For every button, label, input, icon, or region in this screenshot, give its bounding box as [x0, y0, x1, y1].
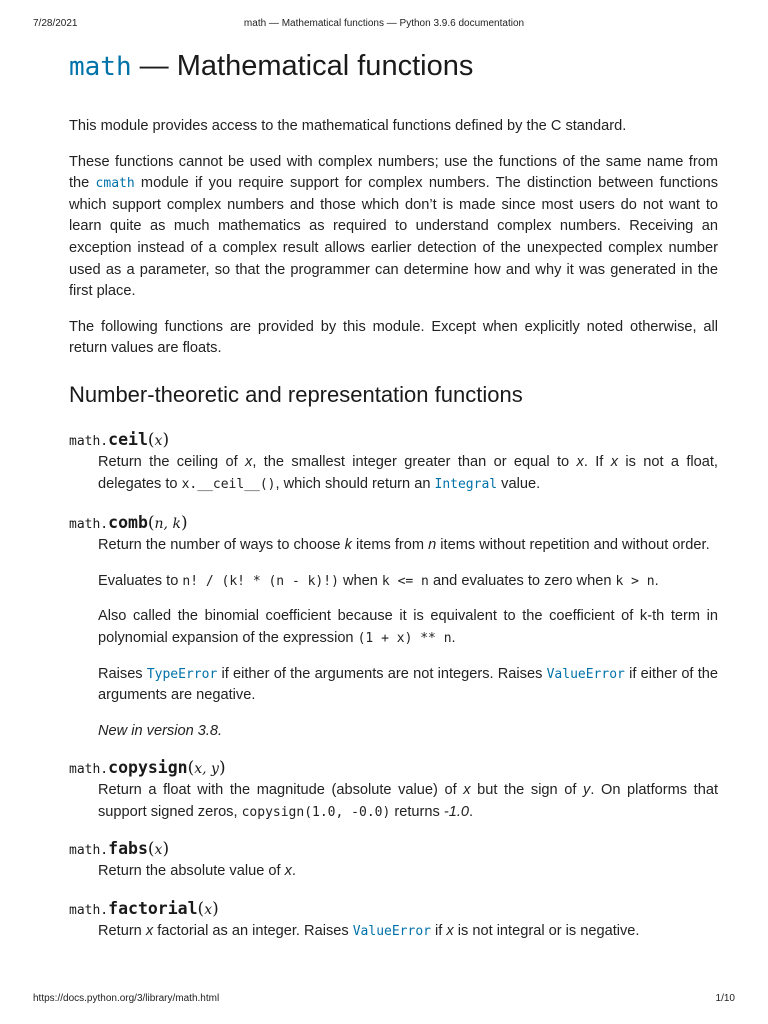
comb-paragraph-2: Evaluates to n! / (k! * (n - k)!) when k <= n and evaluates to zero when k > n. [98, 572, 659, 589]
page-title-text: — Mathematical functions [131, 50, 474, 82]
comb-paragraph-3: Also called the binomial coefficient because it is equivalent to the coefficient of k-th term in polynomial expansion of the expression (1 + x) ** n. [98, 608, 718, 646]
fabs-text: Return the absolute value of x. [98, 863, 296, 880]
print-footer [0, 993, 768, 1007]
copysign-text: Return a float with the magnitude (absolute value) of x but the sign of y. On platforms that support signed zeros, copysign(1.0, -0.0) returns -1.0. [98, 782, 719, 820]
valueerror-link[interactable]: ValueError [546, 666, 625, 682]
print-header [0, 18, 768, 32]
intro-paragraph-3: The following functions are provided by this module. Except when explicitly noted otherwise, all return values are floats. [69, 318, 718, 357]
print-url: https://docs.python.org/3/library/math.html [33, 993, 220, 1004]
fabs-description [98, 861, 718, 883]
copysign-signature: math.copysign(x, y) [69, 758, 226, 779]
factorial-description [98, 921, 718, 943]
comb-description [98, 535, 718, 742]
page-title [69, 44, 718, 88]
fabs-signature: math.fabs(x) [69, 839, 170, 860]
print-page-number: 1/10 [715, 993, 735, 1004]
section-heading: Number-theoretic and representation functions [69, 381, 523, 407]
module-name-link[interactable]: math [69, 52, 132, 82]
print-page-title: math — Mathematical functions — Python 3.9.6 documentation [243, 18, 525, 29]
comb-paragraph-1: Return the number of ways to choose k items from n items without repetition and without order. [98, 537, 710, 554]
factorial-valueerror-link[interactable]: ValueError [352, 924, 431, 940]
document-content [69, 44, 718, 943]
intro-paragraph-1: This module provides access to the mathematical functions defined by the C standard. [69, 118, 627, 134]
factorial-text: Return x factorial as an integer. Raises ValueError if x is not integral or is negative. [98, 923, 640, 940]
print-date: 7/28/2021 [33, 18, 78, 29]
cmath-link[interactable]: cmath [95, 176, 135, 192]
ceil-description [98, 452, 718, 495]
comb-paragraph-4: Raises TypeError if either of the arguments are not integers. Raises ValueError if either of the arguments are negative. [98, 665, 718, 704]
integral-link[interactable]: Integral [434, 476, 498, 492]
intro-paragraph-2: These functions cannot be used with complex numbers; use the functions of the same name from the cmath module if you require support for complex numbers. The distinction between functions which support complex numbers and those which don’t is made since most users do not want to learn quite as much mathematics as required to understand complex numbers. Receiving an exception instead of a complex result allows earlier detection of the unexpected complex number used as a parameter, so that the programmer can determine how and why it was generated in the first place. [69, 153, 719, 300]
typeerror-link[interactable]: TypeError [146, 666, 218, 682]
comb-signature: math.comb(n, k) [69, 513, 188, 534]
copysign-description [98, 780, 718, 823]
comb-version-note: New in version 3.8. [98, 722, 223, 739]
factorial-signature: math.factorial(x) [69, 899, 219, 920]
ceil-signature: math.ceil(x) [69, 429, 170, 450]
ceil-text: Return the ceiling of x, the smallest integer greater than or equal to x. If x is not a float, delegates to x.__ceil__(), which should return an Integral value. [98, 453, 718, 492]
